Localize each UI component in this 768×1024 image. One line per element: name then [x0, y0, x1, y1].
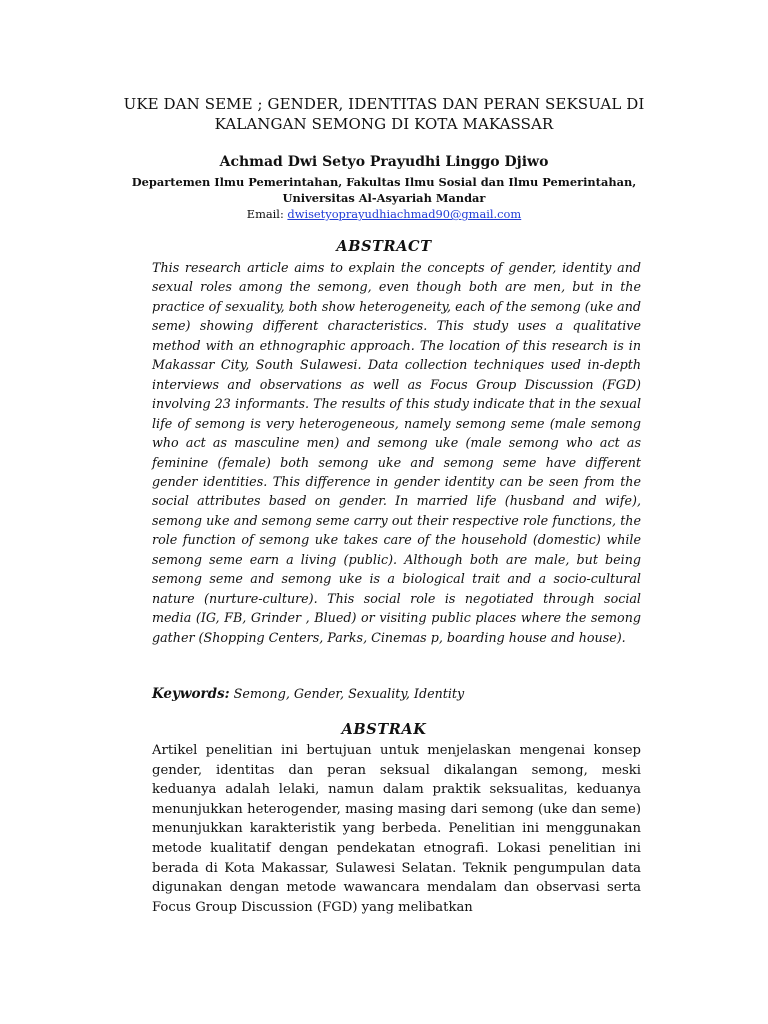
keywords-label: Keywords: [152, 686, 230, 702]
email-label: Email: [246, 207, 288, 221]
abstract-heading: ABSTRACT [336, 238, 432, 255]
author-affiliation: Departemen Ilmu Pemerintahan, Fakultas Ilmu Sosial dan Ilmu Pemerintahan, Universitas Al-Asyariah Mandar [131, 175, 637, 205]
email-line [100, 206, 668, 222]
author-name: Achmad Dwi Setyo Prayudhi Linggo Djiwo [219, 154, 549, 170]
keywords-line [152, 684, 641, 704]
abstract-body: This research article aims to explain the concepts of gender, identity and sexual roles among the semong, even though both are men, but in the practice of sexuality, both show heterogeneity, each of the semong (uke and seme) showing different characteristics. This study uses a qualitative method with an ethnographic approach. The location of this research is in Makassar City, South Sulawesi. Data collection techniques used in-depth interviews and observations as well as Focus Group Discussion (FGD) involving 23 informants. The results of this study indicate that in the sexual life of semong is very heterogeneous, namely semong seme (male semong who act as masculine men) and semong uke (male semong who act as feminine (female) both semong uke and semong seme have different gender identities. This difference in gender identity can be seen from the social attributes based on gender. In married life (husband and wife), semong uke and semong seme carry out their respective role functions, the role function of semong uke takes care of the household (domestic) while semong seme earn a living (public). Although both are male, but being semong seme and semong uke is a biological trait and a socio-cultural nature (nurture-culture). This social role is negotiated through social media (IG, FB, Grinder , Blued) or visiting public places where the semong gather (Shopping Centers, Parks, Cinemas p, boarding house and house). [152, 260, 641, 645]
paper-title [100, 94, 668, 134]
keywords-list: Semong, Gender, Sexuality, Identity [229, 686, 465, 701]
paper-title-line-1: UKE DAN SEME ; GENDER, IDENTITAS DAN PERAN SEKSUAL DI [123, 95, 645, 113]
paper-title-line-2: KALANGAN SEMONG DI KOTA MAKASSAR [214, 115, 554, 133]
abstrak-heading: ABSTRAK [341, 721, 427, 738]
abstrak-body: Artikel penelitian ini bertujuan untuk menjelaskan mengenai konsep gender, identitas dan peran seksual dikalangan semong, meski keduanya adalah lelaki, namun dalam praktik seksualitas, keduanya menunjukkan heterogender, masing masing dari semong (uke dan seme) menunjukkan karakteristik yang berbeda. Penelitian ini menggunakan metode kualitatif dengan pendekatan etnografi. Lokasi penelitian ini berada di Kota Makassar, Sulawesi Selatan. Teknik pengumpulan data digunakan dengan metode wawancara mendalam dan observasi serta Focus Group Discussion (FGD) yang melibatkan [152, 743, 641, 915]
email-link[interactable]: dwisetyoprayudhiachmad90@gmail.com [287, 207, 522, 221]
